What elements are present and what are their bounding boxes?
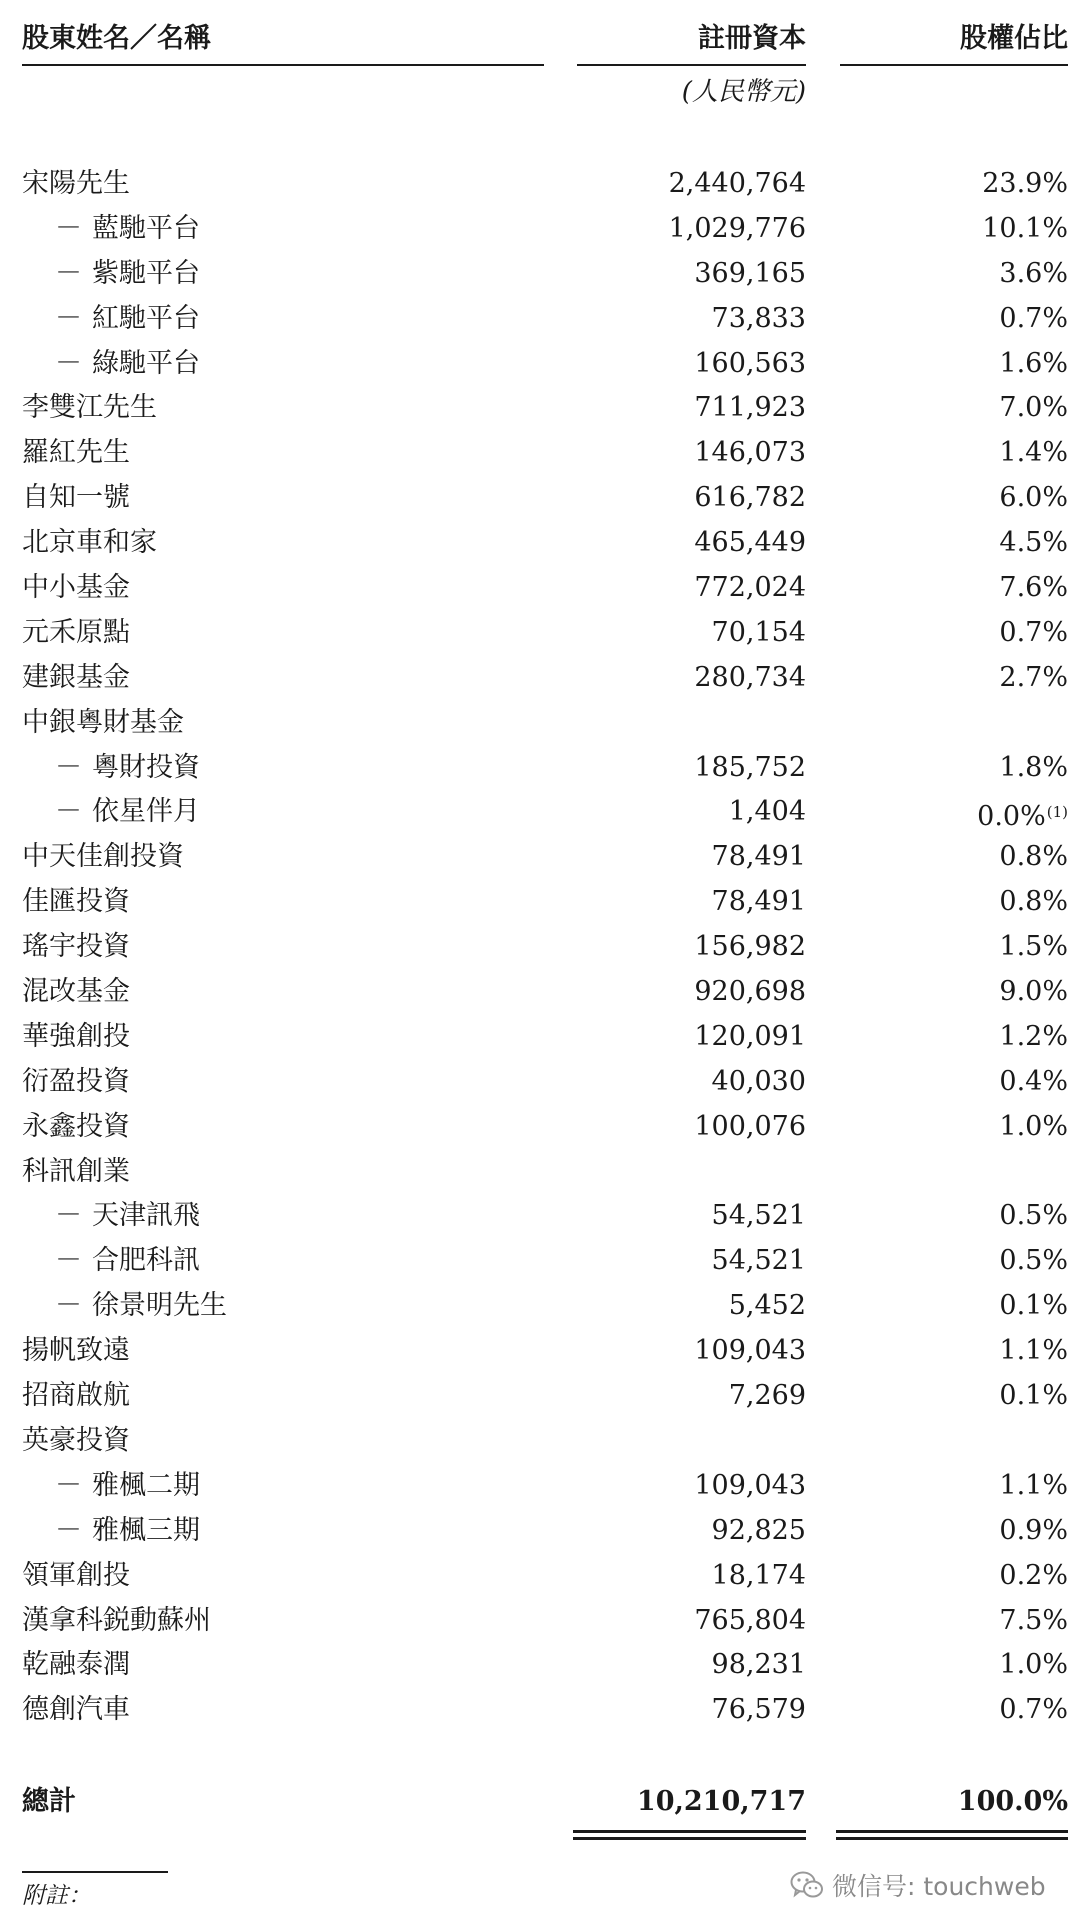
share-percentage-value xyxy=(840,611,1068,656)
table-row xyxy=(0,880,1080,925)
share-percentage-text: 1.5% xyxy=(999,931,1068,963)
sub-item-dash: － xyxy=(55,257,82,289)
shareholder-name-text: 中銀粵財基金 xyxy=(22,706,184,738)
share-percentage-text: 1.0% xyxy=(999,1649,1068,1681)
share-percentage-value xyxy=(840,880,1068,925)
total-share: 100.0% xyxy=(957,1786,1068,1817)
share-percentage-text: 0.8% xyxy=(999,886,1068,918)
shareholder-name xyxy=(22,476,130,521)
shareholder-name-text: 永鑫投資 xyxy=(22,1110,130,1142)
table-subrow xyxy=(0,252,1080,297)
shareholder-name xyxy=(22,1015,130,1060)
share-percentage-text: 0.9% xyxy=(999,1514,1068,1546)
registered-capital-value: 73,833 xyxy=(711,302,806,334)
table-subrow xyxy=(0,207,1080,252)
wechat-icon xyxy=(790,1870,824,1900)
sub-item-dash: － xyxy=(55,302,82,334)
table-row xyxy=(0,1150,1080,1195)
share-percentage-value xyxy=(840,1554,1068,1599)
registered-capital-value: 78,491 xyxy=(711,841,806,873)
registered-capital-value: 765,804 xyxy=(694,1604,806,1636)
shareholder-name xyxy=(22,386,157,431)
share-percentage-text: 0.1% xyxy=(999,1290,1068,1322)
registered-capital-value: 76,579 xyxy=(711,1694,806,1726)
sub-item-dash: － xyxy=(55,1200,82,1232)
table-subrow xyxy=(0,342,1080,387)
registered-capital-value: 109,043 xyxy=(694,1469,806,1501)
registered-capital-value: 78,491 xyxy=(711,886,806,918)
share-percentage-text: 1.6% xyxy=(999,347,1068,379)
shareholder-name xyxy=(22,1643,130,1688)
table-row xyxy=(0,566,1080,611)
sub-item-dash: － xyxy=(55,796,82,828)
table-row xyxy=(0,1419,1080,1464)
shareholder-name-text: 雅楓三期 xyxy=(92,1514,200,1546)
total-label: 總計 xyxy=(22,1786,76,1817)
share-percentage-text: 1.2% xyxy=(999,1020,1068,1052)
table-row xyxy=(0,476,1080,521)
table-row xyxy=(0,1374,1080,1419)
share-percentage-text: 0.5% xyxy=(999,1245,1068,1277)
sub-item-dash: － xyxy=(55,347,82,379)
share-percentage-text: 1.8% xyxy=(999,751,1068,783)
shareholder-name-text: 佳匯投資 xyxy=(22,886,130,918)
share-percentage-text: 0.2% xyxy=(999,1559,1068,1591)
table-subrow xyxy=(0,1509,1080,1554)
share-percentage-text: 0.7% xyxy=(999,616,1068,648)
share-percentage-text: 1.1% xyxy=(999,1469,1068,1501)
shareholder-name-text: 藍馳平台 xyxy=(92,212,200,244)
table-row xyxy=(0,925,1080,970)
share-percentage-value xyxy=(840,1599,1068,1644)
shareholder-name-text: 乾融泰潤 xyxy=(22,1649,130,1681)
shareholder-name-text: 粵財投資 xyxy=(92,751,200,783)
table-row xyxy=(0,521,1080,566)
shareholder-name-text: 自知一號 xyxy=(22,482,130,514)
shareholder-name xyxy=(55,207,200,252)
shareholder-name xyxy=(22,880,130,925)
share-percentage-value xyxy=(840,476,1068,521)
shareholder-name-text: 綠馳平台 xyxy=(92,347,200,379)
sub-item-dash: － xyxy=(55,212,82,244)
registered-capital-value: 109,043 xyxy=(694,1335,806,1367)
share-percentage-text: 10.1% xyxy=(982,212,1068,244)
shareholder-name-text: 英豪投資 xyxy=(22,1424,130,1456)
share-percentage-value xyxy=(840,1060,1068,1105)
share-percentage-text: 1.0% xyxy=(999,1110,1068,1142)
shareholder-name xyxy=(22,1419,130,1464)
table-row xyxy=(0,386,1080,431)
shareholder-name xyxy=(22,1599,211,1644)
share-percentage-text: 0.7% xyxy=(999,1694,1068,1726)
double-underline-share xyxy=(836,1830,1068,1840)
registered-capital-value: 156,982 xyxy=(694,931,806,963)
sub-item-dash: － xyxy=(55,751,82,783)
registered-capital-value: 7,269 xyxy=(728,1380,806,1412)
shareholder-name xyxy=(22,1374,130,1419)
shareholder-name-text: 中小基金 xyxy=(22,572,130,604)
shareholder-name xyxy=(22,431,130,476)
share-percentage-value xyxy=(840,970,1068,1015)
registered-capital-value: 369,165 xyxy=(694,257,806,289)
shareholder-name xyxy=(22,1329,130,1374)
shareholder-name xyxy=(22,1554,130,1599)
share-percentage-text: 9.0% xyxy=(999,976,1068,1008)
shareholder-name-text: 天津訊飛 xyxy=(92,1200,200,1232)
registered-capital-value: 120,091 xyxy=(694,1020,806,1052)
shareholder-name xyxy=(22,925,130,970)
shareholder-name xyxy=(22,970,130,1015)
shareholder-name-text: 領軍創投 xyxy=(22,1559,130,1591)
registered-capital-value: 92,825 xyxy=(711,1514,806,1546)
footnote-label: 附註： xyxy=(22,1883,91,1909)
watermark-text: 微信号: touchweb xyxy=(832,1872,1046,1901)
share-percentage-value xyxy=(840,925,1068,970)
shareholder-name-text: 華強創投 xyxy=(22,1020,130,1052)
shareholder-name xyxy=(55,252,200,297)
header-registered-capital: 註冊資本 xyxy=(577,14,806,66)
table-subrow xyxy=(0,1464,1080,1509)
shareholder-name xyxy=(55,297,200,342)
shareholder-name xyxy=(55,746,200,791)
table-subrow xyxy=(0,297,1080,342)
share-percentage-text: 0.0% xyxy=(977,801,1046,833)
share-percentage-text: 0.5% xyxy=(999,1200,1068,1232)
share-percentage-value xyxy=(840,1284,1068,1329)
shareholder-name-text: 紅馳平台 xyxy=(92,302,200,334)
share-percentage-text: 1.4% xyxy=(999,437,1068,469)
registered-capital-value: 920,698 xyxy=(694,976,806,1008)
share-percentage-value xyxy=(840,431,1068,476)
shareholder-name-text: 瑤宇投資 xyxy=(22,931,130,963)
shareholder-name-text: 揚帆致遠 xyxy=(22,1335,130,1367)
share-percentage-value xyxy=(840,1688,1068,1733)
shareholder-name-text: 雅楓二期 xyxy=(92,1469,200,1501)
shareholder-name-text: 北京車和家 xyxy=(22,527,157,559)
shareholder-name-text: 宋陽先生 xyxy=(22,168,130,199)
shareholder-name xyxy=(55,1239,200,1284)
share-percentage-value xyxy=(840,297,1068,342)
shareholder-name xyxy=(22,566,130,611)
shareholder-name-text: 依星伴月 xyxy=(92,796,200,828)
shareholder-name-text: 德創汽車 xyxy=(22,1694,130,1726)
share-percentage-value xyxy=(840,790,1068,840)
shareholder-name xyxy=(55,1464,200,1509)
share-percentage-value xyxy=(840,342,1068,387)
shareholder-name-text: 中天佳創投資 xyxy=(22,841,184,873)
share-percentage-text: 2.7% xyxy=(999,661,1068,693)
shareholder-name xyxy=(22,521,157,566)
share-percentage-text: 23.9% xyxy=(982,168,1068,199)
registered-capital-value: 2,440,764 xyxy=(668,168,806,199)
share-percentage-value xyxy=(840,1329,1068,1374)
shareholder-name xyxy=(55,342,200,387)
share-percentage-value xyxy=(840,656,1068,701)
shareholder-name-text: 建銀基金 xyxy=(22,661,130,693)
share-percentage-value xyxy=(840,1015,1068,1060)
footnote-divider xyxy=(22,1871,168,1873)
table-row xyxy=(0,1105,1080,1150)
currency-unit-label: (人民幣元) xyxy=(681,77,806,107)
shareholder-name-text: 元禾原點 xyxy=(22,616,130,648)
sub-item-dash: － xyxy=(55,1290,82,1322)
share-percentage-value xyxy=(840,1374,1068,1419)
shareholder-name xyxy=(55,790,200,835)
table-row xyxy=(0,701,1080,746)
sub-item-dash: － xyxy=(55,1469,82,1501)
registered-capital-value: 160,563 xyxy=(694,347,806,379)
total-capital: 10,210,717 xyxy=(636,1786,806,1817)
share-percentage-value xyxy=(840,1509,1068,1554)
shareholder-name xyxy=(22,611,130,656)
table-subrow xyxy=(0,790,1080,835)
share-percentage-text: 0.8% xyxy=(999,841,1068,873)
table-subrow xyxy=(0,1194,1080,1239)
share-percentage-text: 3.6% xyxy=(999,257,1068,289)
registered-capital-value: 98,231 xyxy=(711,1649,806,1681)
table-subrow xyxy=(0,746,1080,791)
share-percentage-text: 6.0% xyxy=(999,482,1068,514)
share-percentage-text: 7.0% xyxy=(999,392,1068,424)
table-row xyxy=(0,162,1080,207)
shareholder-name xyxy=(22,1150,130,1195)
share-percentage-text: 7.6% xyxy=(999,572,1068,604)
shareholder-name xyxy=(22,1105,130,1150)
shareholder-rows xyxy=(0,162,1080,1733)
shareholder-name-text: 招商啟航 xyxy=(22,1380,130,1412)
table-row xyxy=(0,1599,1080,1644)
sub-item-dash: － xyxy=(55,1514,82,1546)
shareholder-name-text: 合肥科訊 xyxy=(92,1245,200,1277)
table-subrow xyxy=(0,1239,1080,1284)
shareholder-name-text: 混改基金 xyxy=(22,976,130,1008)
double-underline-capital xyxy=(573,1830,806,1840)
share-percentage-text: 0.7% xyxy=(999,302,1068,334)
shareholder-name xyxy=(55,1509,200,1554)
share-percentage-value xyxy=(840,1194,1068,1239)
share-percentage-value xyxy=(840,252,1068,297)
table-row xyxy=(0,1643,1080,1688)
table-row xyxy=(0,611,1080,656)
shareholder-name xyxy=(55,1284,227,1329)
shareholder-name xyxy=(22,835,184,880)
share-percentage-text: 7.5% xyxy=(999,1604,1068,1636)
share-percentage-value xyxy=(840,207,1068,252)
share-percentage-value xyxy=(840,746,1068,791)
shareholder-name-text: 紫馳平台 xyxy=(92,257,200,289)
share-percentage-text: 0.4% xyxy=(999,1065,1068,1097)
registered-capital-value: 54,521 xyxy=(711,1245,806,1277)
registered-capital-value: 185,752 xyxy=(694,751,806,783)
share-percentage-value xyxy=(840,162,1068,207)
share-percentage-text: 4.5% xyxy=(999,527,1068,559)
share-percentage-value xyxy=(840,566,1068,611)
registered-capital-value: 146,073 xyxy=(694,437,806,469)
registered-capital-value: 54,521 xyxy=(711,1200,806,1232)
share-percentage-text: 1.1% xyxy=(999,1335,1068,1367)
shareholder-name-text: 科訊創業 xyxy=(22,1155,130,1187)
shareholder-name xyxy=(22,1688,130,1733)
share-percentage-value xyxy=(840,386,1068,431)
registered-capital-value: 40,030 xyxy=(711,1065,806,1097)
share-percentage-value xyxy=(840,835,1068,880)
shareholder-name-text: 衍盈投資 xyxy=(22,1065,130,1097)
sub-item-dash: － xyxy=(55,1245,82,1277)
table-row xyxy=(0,656,1080,701)
table-row xyxy=(0,1554,1080,1599)
table-row xyxy=(0,1060,1080,1105)
registered-capital-value: 772,024 xyxy=(694,572,806,604)
registered-capital-value: 1,029,776 xyxy=(668,212,806,244)
total-row xyxy=(0,1778,1080,1826)
shareholder-name-text: 漢拿科鋭動蘇州 xyxy=(22,1604,211,1636)
share-percentage-value xyxy=(840,1464,1068,1509)
share-percentage-text: 0.1% xyxy=(999,1380,1068,1412)
header-shareholding-ratio: 股權佔比 xyxy=(840,14,1068,66)
shareholder-name xyxy=(22,701,184,746)
table-row xyxy=(0,970,1080,1015)
shareholder-name xyxy=(22,1060,130,1105)
registered-capital-value: 1,404 xyxy=(728,796,806,828)
table-subrow xyxy=(0,1284,1080,1329)
shareholder-name-text: 李雙江先生 xyxy=(22,392,157,424)
header-shareholder-name: 股東姓名／名稱 xyxy=(22,14,544,66)
shareholder-name xyxy=(22,162,130,207)
shareholder-name xyxy=(55,1194,200,1239)
registered-capital-value: 70,154 xyxy=(711,616,806,648)
footnote-reference: (1) xyxy=(1046,803,1068,822)
registered-capital-value: 5,452 xyxy=(728,1290,806,1322)
registered-capital-value: 18,174 xyxy=(711,1559,806,1591)
shareholder-name-text: 徐景明先生 xyxy=(92,1290,227,1322)
table-row xyxy=(0,835,1080,880)
watermark xyxy=(790,1865,1046,1905)
share-percentage-value xyxy=(840,521,1068,566)
registered-capital-value: 711,923 xyxy=(694,392,806,424)
registered-capital-value: 465,449 xyxy=(694,527,806,559)
share-percentage-value xyxy=(840,1105,1068,1150)
registered-capital-value: 280,734 xyxy=(694,661,806,693)
table-row xyxy=(0,1015,1080,1060)
table-row xyxy=(0,431,1080,476)
registered-capital-value: 100,076 xyxy=(694,1110,806,1142)
table-row xyxy=(0,1688,1080,1733)
share-percentage-value xyxy=(840,1239,1068,1284)
table-row xyxy=(0,1329,1080,1374)
shareholder-name-text: 羅紅先生 xyxy=(22,437,130,469)
registered-capital-value: 616,782 xyxy=(694,482,806,514)
share-percentage-value xyxy=(840,1643,1068,1688)
shareholder-name xyxy=(22,656,130,701)
